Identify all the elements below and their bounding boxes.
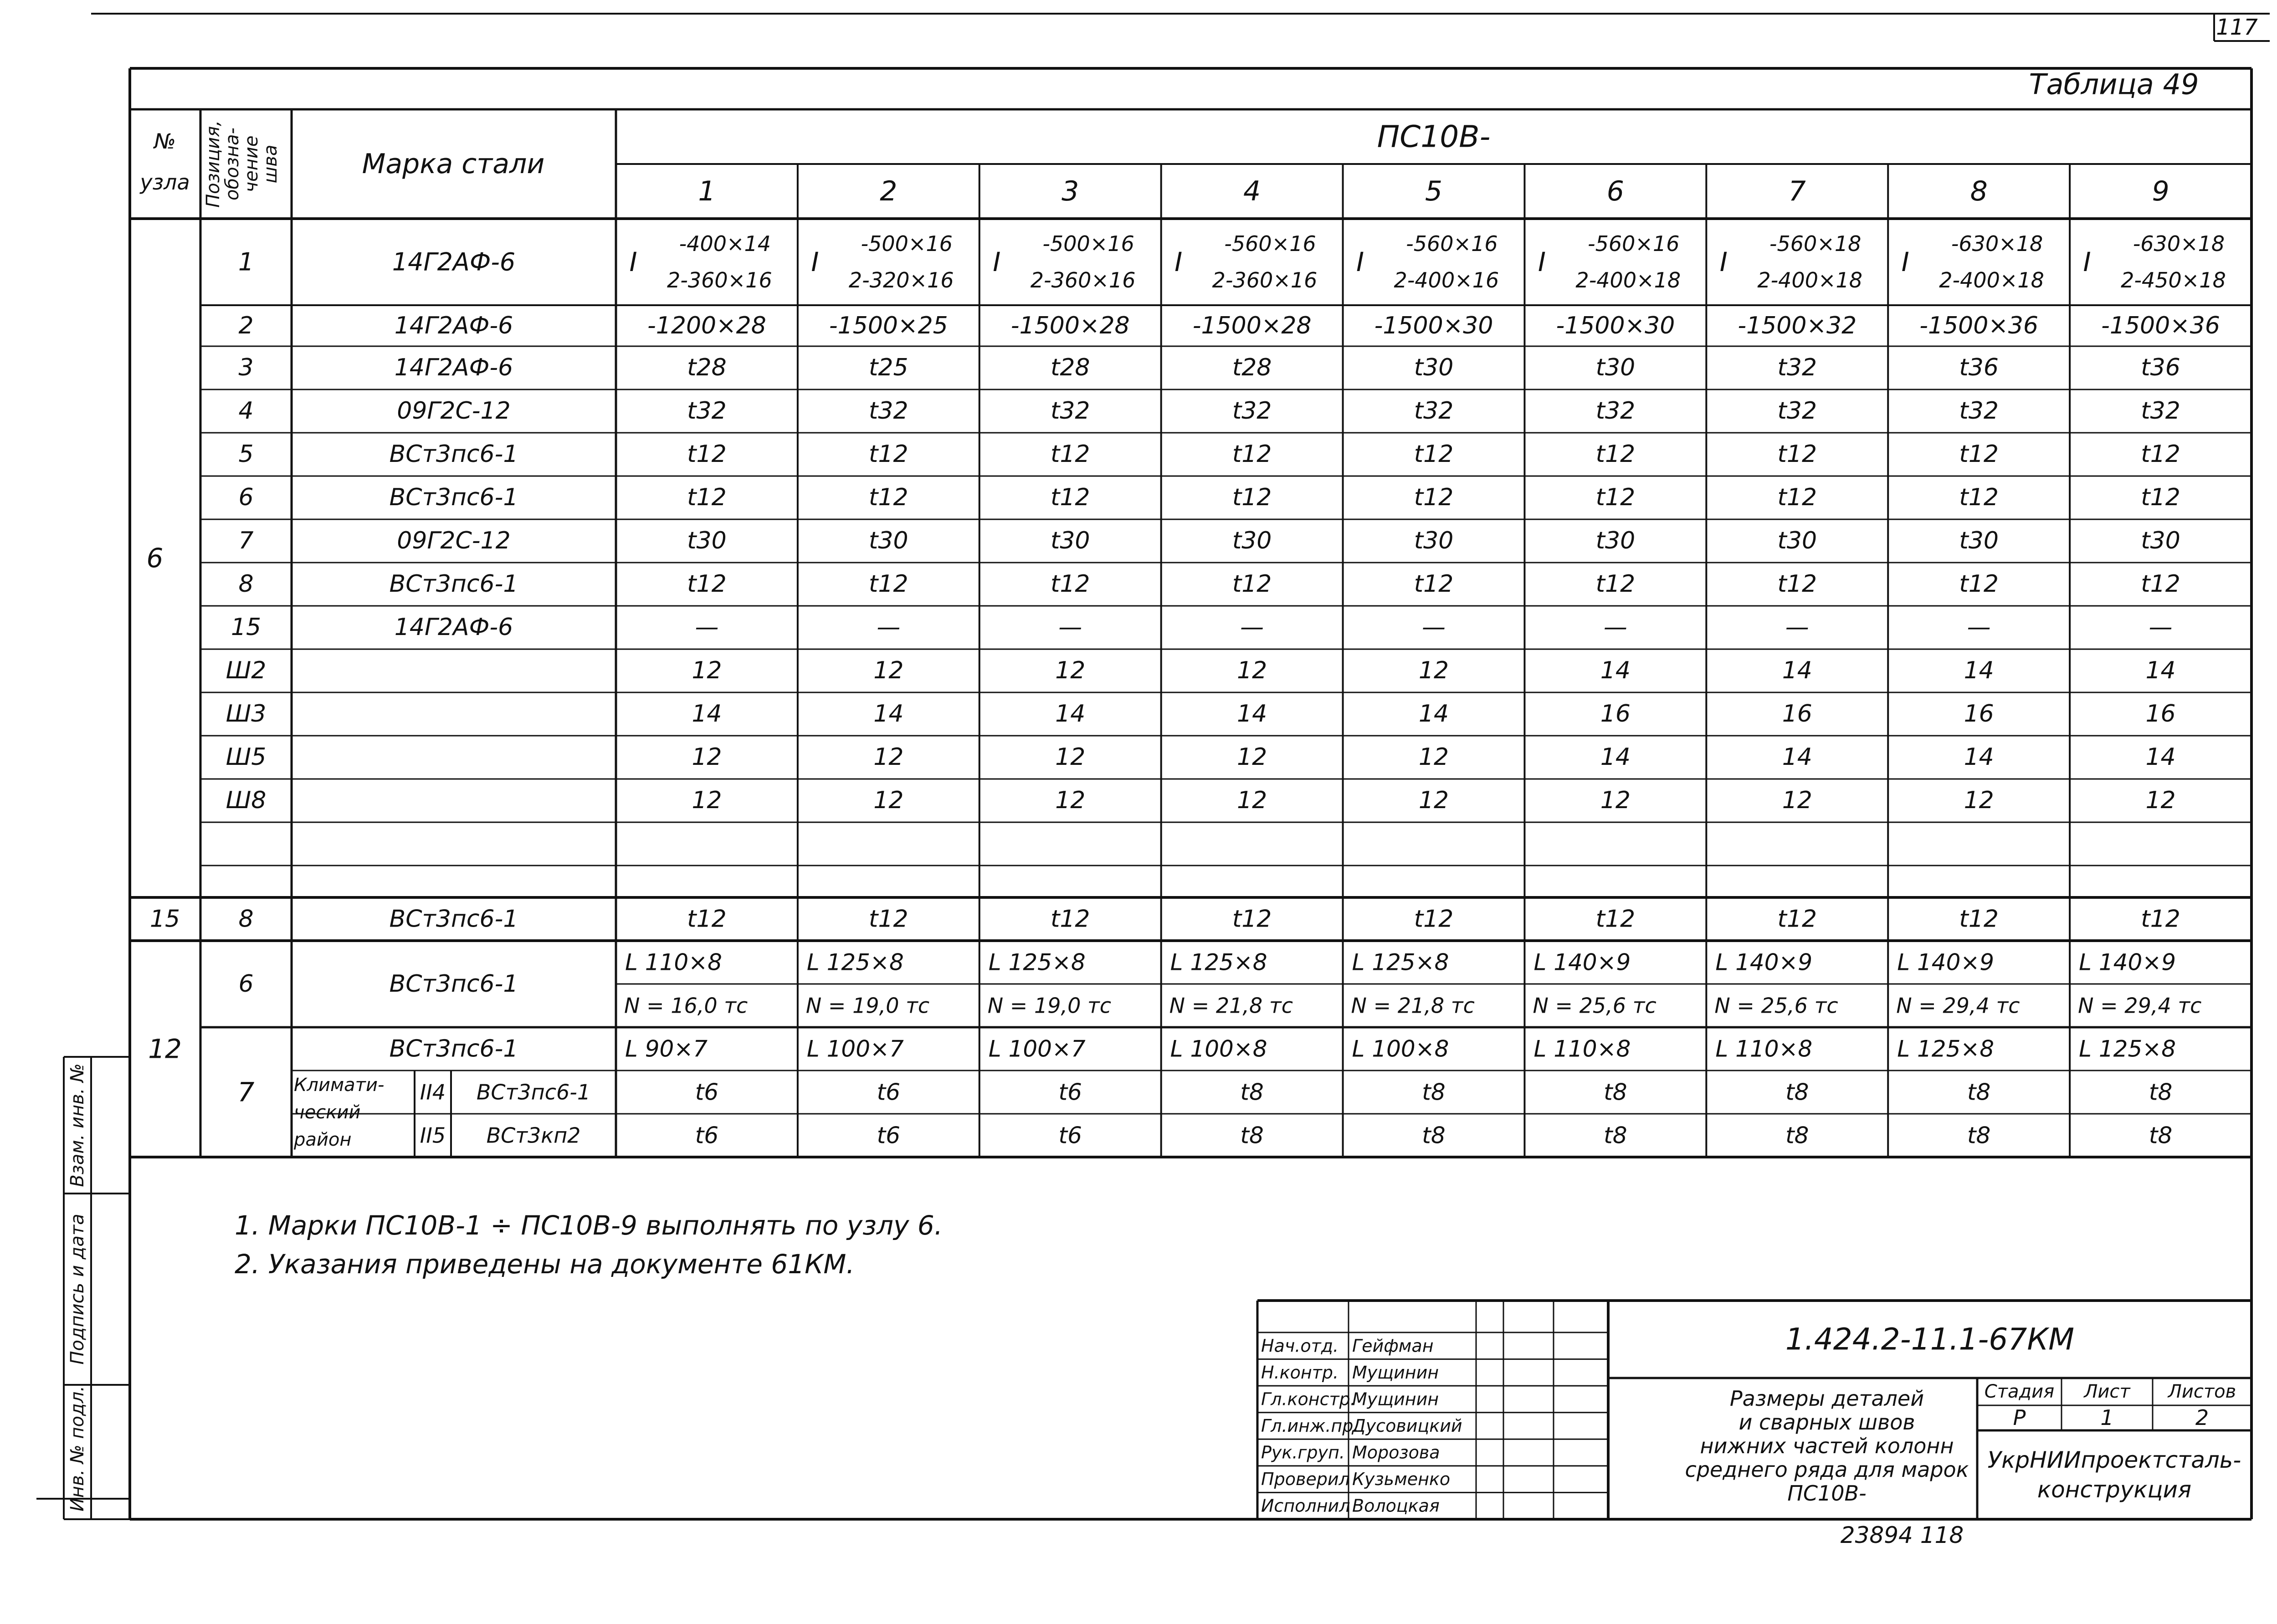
sheet-label: Лист xyxy=(2084,1381,2130,1402)
position-number: Ш3 xyxy=(226,700,267,727)
table-cell: t12 xyxy=(1050,905,1090,933)
header-column-number: 5 xyxy=(1425,175,1443,207)
table-cell: — xyxy=(1240,614,1264,641)
title-block-role: Гл.констр. xyxy=(1261,1389,1356,1409)
angle-section: L 110×8 xyxy=(1533,1035,1631,1062)
angle-section: L 125×8 xyxy=(2079,1035,2176,1062)
angle-section: L 140×9 xyxy=(2079,949,2176,976)
table-cell: t32 xyxy=(869,397,908,425)
section-top: -500×16 xyxy=(861,231,953,256)
header-node-number: узла xyxy=(140,170,190,195)
header-column-number: 4 xyxy=(1243,175,1261,207)
table-cell: t12 xyxy=(1050,441,1090,468)
position-number: 6 xyxy=(238,484,254,511)
table-cell: t36 xyxy=(2141,354,2180,381)
steel-grade: 14Г2АФ-6 xyxy=(394,312,513,339)
table-cell: 14 xyxy=(692,700,722,727)
header-column-number: 1 xyxy=(698,175,716,207)
table-cell: t8 xyxy=(1785,1122,1809,1149)
table-cell: 12 xyxy=(1055,657,1086,684)
header-steel-grade: Марка стали xyxy=(362,148,545,180)
table-cell: 16 xyxy=(1782,700,1812,727)
table-cell: 12 xyxy=(873,743,904,771)
table-cell: t12 xyxy=(1414,441,1454,468)
header-node-number: № xyxy=(154,129,176,154)
position-number: 2 xyxy=(238,312,254,339)
table-cell: t12 xyxy=(1414,484,1454,511)
table-cell: t12 xyxy=(869,484,908,511)
table-cell: t12 xyxy=(1232,484,1272,511)
table-cell: — xyxy=(1785,614,1809,641)
climate-region-label: Климати- xyxy=(294,1075,385,1096)
table-cell: t32 xyxy=(1777,397,1817,425)
organization-name: УкрНИИпроектсталь- xyxy=(1987,1447,2241,1473)
table-cell: t8 xyxy=(1240,1079,1264,1106)
section-top: -630×18 xyxy=(2133,231,2225,256)
position-number: 8 xyxy=(238,570,254,598)
table-cell: t12 xyxy=(2141,484,2180,511)
table-cell: t30 xyxy=(869,527,908,554)
table-cell: t12 xyxy=(1595,441,1636,468)
table-cell: t6 xyxy=(695,1122,719,1149)
table-cell: t12 xyxy=(1777,484,1817,511)
angle-section: L 100×8 xyxy=(1170,1035,1267,1062)
angle-section: L 125×8 xyxy=(806,949,904,976)
table-cell: -1500×30 xyxy=(1374,312,1493,339)
table-cell: — xyxy=(1422,614,1446,641)
sheet-value: 1 xyxy=(2100,1405,2114,1430)
table-cell: 12 xyxy=(1964,787,1994,814)
table-cell: t12 xyxy=(687,570,727,598)
header-column-number: 9 xyxy=(2152,175,2169,207)
table-cell: t6 xyxy=(877,1079,901,1106)
table-cell: t30 xyxy=(1959,527,1999,554)
table-cell: t32 xyxy=(1414,397,1454,425)
table-cell: 14 xyxy=(1055,700,1086,727)
steel-grade: 09Г2С-12 xyxy=(397,527,511,554)
section-bottom: 2-360×16 xyxy=(1212,268,1318,292)
table-cell: t6 xyxy=(877,1122,901,1149)
table-cell: t12 xyxy=(869,905,908,933)
table-cell: t12 xyxy=(1050,484,1090,511)
i-beam-symbol: I xyxy=(1719,246,1728,277)
table-cell: t30 xyxy=(1232,527,1272,554)
table-cell: 12 xyxy=(873,787,904,814)
table-cell: 16 xyxy=(1600,700,1631,727)
axial-force: N = 29,4 тс xyxy=(2078,993,2202,1018)
i-beam-symbol: I xyxy=(993,246,1001,277)
table-cell: t8 xyxy=(1240,1122,1264,1149)
table-cell: t12 xyxy=(2141,905,2180,933)
table-cell: t12 xyxy=(1777,441,1817,468)
table-cell: t12 xyxy=(1959,484,1999,511)
position-number: 15 xyxy=(231,614,262,641)
section-top: -560×18 xyxy=(1769,231,1862,256)
header-position: Позиция, xyxy=(203,120,224,208)
table-cell: 12 xyxy=(692,787,722,814)
table-cell: t30 xyxy=(1050,527,1090,554)
position-number: 5 xyxy=(238,441,254,468)
table-cell: t12 xyxy=(1959,570,1999,598)
angle-section: L 110×8 xyxy=(1715,1035,1813,1062)
header-column-number: 2 xyxy=(880,175,897,207)
drawing-title-line: ПС10В- xyxy=(1787,1481,1867,1506)
i-beam-symbol: I xyxy=(1174,246,1183,277)
sheets-value: 2 xyxy=(2195,1405,2209,1430)
title-block-name: Волоцкая xyxy=(1352,1496,1440,1516)
table-cell: t8 xyxy=(2149,1079,2173,1106)
angle-section: L 140×9 xyxy=(1533,949,1631,976)
table-cell: t8 xyxy=(1422,1122,1446,1149)
i-beam-symbol: I xyxy=(2083,246,2091,277)
header-group: ПС10В- xyxy=(1377,119,1491,154)
archive-number: 23894 118 xyxy=(1840,1522,1964,1548)
table-cell: 12 xyxy=(692,743,722,771)
section-bottom: 2-360×16 xyxy=(1030,268,1136,292)
header-column-number: 6 xyxy=(1606,175,1624,207)
table-cell: t28 xyxy=(1050,354,1090,381)
section-top: -560×16 xyxy=(1406,231,1498,256)
angle-section: L 100×8 xyxy=(1352,1035,1449,1062)
table-cell: t8 xyxy=(1604,1079,1627,1106)
table-cell: 14 xyxy=(1964,743,1994,771)
table-cell: 12 xyxy=(1418,787,1449,814)
title-block-name: Гейфман xyxy=(1352,1336,1434,1356)
table-cell: -1500×28 xyxy=(1010,312,1130,339)
i-beam-symbol: I xyxy=(1901,246,1909,277)
table-cell: — xyxy=(1967,614,1991,641)
table-cell: t30 xyxy=(1595,354,1636,381)
sheets-label: Листов xyxy=(2168,1381,2236,1402)
position-number: Ш2 xyxy=(226,657,267,684)
table-cell: 16 xyxy=(1964,700,1994,727)
table-cell: -1200×28 xyxy=(647,312,766,339)
title-block-role: Гл.инж.пр. xyxy=(1261,1416,1359,1436)
table-cell: -1500×32 xyxy=(1738,312,1857,339)
table-cell: 12 xyxy=(1782,787,1812,814)
table-cell: 14 xyxy=(873,700,904,727)
table-cell: — xyxy=(1603,614,1627,641)
node-number: 6 xyxy=(146,543,164,574)
table-cell: 12 xyxy=(873,657,904,684)
i-beam-symbol: I xyxy=(811,246,819,277)
table-cell: — xyxy=(1058,614,1082,641)
table-title: Таблица 49 xyxy=(2029,67,2199,101)
table-cell: t28 xyxy=(1232,354,1272,381)
table-cell: t12 xyxy=(687,484,727,511)
angle-section: L 125×8 xyxy=(988,949,1086,976)
table-cell: t12 xyxy=(1232,441,1272,468)
table-cell: t30 xyxy=(1414,354,1454,381)
table-cell: 12 xyxy=(2145,787,2176,814)
table-cell: 14 xyxy=(2145,743,2176,771)
note-line: 2. Указания приведены на документе 61КМ. xyxy=(235,1249,855,1280)
header-column-number: 3 xyxy=(1062,175,1079,207)
table-cell: 12 xyxy=(692,657,722,684)
section-bottom: 2-400×16 xyxy=(1394,268,1499,292)
table-cell: t12 xyxy=(1595,570,1636,598)
axial-force: N = 19,0 тс xyxy=(987,993,1112,1018)
table-cell: t28 xyxy=(687,354,727,381)
table-cell: — xyxy=(2149,614,2173,641)
table-cell: -1500×25 xyxy=(829,312,948,339)
position-number: Ш5 xyxy=(226,743,267,771)
node-number: 15 xyxy=(149,905,180,933)
section-bottom: 2-400×18 xyxy=(1757,268,1863,292)
title-block-name: Дусовицкий xyxy=(1352,1416,1462,1436)
table-cell: -1500×30 xyxy=(1556,312,1675,339)
section-bottom: 2-400×18 xyxy=(1939,268,2044,292)
table-cell: -1500×28 xyxy=(1192,312,1312,339)
header-column-number: 8 xyxy=(1970,175,1988,207)
i-beam-symbol: I xyxy=(1538,246,1546,277)
title-block-name: Мущинин xyxy=(1352,1389,1439,1409)
steel-grade: ВСт3пс6-1 xyxy=(389,970,518,998)
angle-section: L 100×7 xyxy=(806,1035,904,1062)
table-cell: 14 xyxy=(1782,657,1812,684)
drawing-title-line: нижних частей колонн xyxy=(1700,1434,1954,1458)
angle-section: L 140×9 xyxy=(1897,949,1995,976)
angle-section: L 125×8 xyxy=(1170,949,1267,976)
steel-grade: ВСт3кп2 xyxy=(486,1123,581,1148)
table-cell: t12 xyxy=(1959,441,1999,468)
table-cell: t32 xyxy=(1777,354,1817,381)
table-cell: t12 xyxy=(1414,905,1454,933)
note-line: 1. Марки ПС10В-1 ÷ ПС10В-9 выполнять по узлу 6. xyxy=(235,1210,943,1241)
table-cell: t30 xyxy=(1777,527,1817,554)
table-cell: t12 xyxy=(687,441,727,468)
climate-region: II5 xyxy=(420,1123,446,1148)
table-cell: t12 xyxy=(1414,570,1454,598)
steel-grade: ВСт3пс6-1 xyxy=(476,1080,591,1105)
table-cell: t12 xyxy=(1595,484,1636,511)
axial-force: N = 19,0 тс xyxy=(805,993,930,1018)
table-cell: t12 xyxy=(869,441,908,468)
side-stamp-label: Инв. № подл. xyxy=(67,1386,88,1511)
table-cell: 14 xyxy=(1600,657,1631,684)
table-cell: 12 xyxy=(1237,657,1267,684)
table-cell: 16 xyxy=(2145,700,2176,727)
table-cell: t32 xyxy=(2141,397,2180,425)
steel-grade: 14Г2АФ-6 xyxy=(392,247,516,277)
table-cell: 12 xyxy=(1237,787,1267,814)
steel-grade: ВСт3пс6-1 xyxy=(389,1035,518,1063)
table-cell: t12 xyxy=(1959,905,1999,933)
steel-grade: 14Г2АФ-6 xyxy=(394,614,513,641)
table-cell: -1500×36 xyxy=(2101,312,2220,339)
position-number: 7 xyxy=(238,527,254,554)
i-beam-symbol: I xyxy=(629,246,637,277)
table-cell: 12 xyxy=(1055,743,1086,771)
steel-grade: ВСт3пс6-1 xyxy=(389,905,518,933)
table-cell: t6 xyxy=(1058,1079,1082,1106)
table-cell: t8 xyxy=(1604,1122,1627,1149)
table-cell: 12 xyxy=(1600,787,1631,814)
section-top: -400×14 xyxy=(679,231,771,256)
axial-force: N = 21,8 тс xyxy=(1169,993,1293,1018)
side-stamp-label: Взам. инв. № xyxy=(67,1063,88,1187)
table-cell: t30 xyxy=(1595,527,1636,554)
axial-force: N = 21,8 тс xyxy=(1351,993,1475,1018)
drawing-title-line: среднего ряда для марок xyxy=(1685,1457,1969,1482)
section-top: -500×16 xyxy=(1042,231,1134,256)
section-top: -630×18 xyxy=(1951,231,2043,256)
table-cell: t6 xyxy=(1058,1122,1082,1149)
section-bottom: 2-400×18 xyxy=(1575,268,1681,292)
table-cell: t12 xyxy=(687,905,727,933)
table-cell: t12 xyxy=(1050,570,1090,598)
angle-section: L 140×9 xyxy=(1715,949,1813,976)
table-cell: t12 xyxy=(2141,441,2180,468)
climate-region-label: ческий xyxy=(294,1102,361,1123)
header-column-number: 7 xyxy=(1788,175,1806,207)
title-block-role: Рук.груп. xyxy=(1261,1442,1345,1463)
steel-grade: 09Г2С-12 xyxy=(397,397,511,425)
angle-section: L 125×8 xyxy=(1352,949,1449,976)
node-number: 12 xyxy=(148,1033,182,1065)
document-code: 1.424.2-11.1-67КМ xyxy=(1785,1322,2075,1357)
section-bottom: 2-320×16 xyxy=(848,268,954,292)
position-number: 1 xyxy=(238,247,254,277)
position-number: Ш8 xyxy=(226,787,267,814)
axial-force: N = 16,0 тс xyxy=(624,993,748,1018)
axial-force: N = 29,4 тс xyxy=(1896,993,2020,1018)
table-cell: t12 xyxy=(1232,570,1272,598)
table-cell: t32 xyxy=(1050,397,1090,425)
table-cell: t8 xyxy=(1785,1079,1809,1106)
drawing-title-line: Размеры деталей xyxy=(1729,1386,1924,1411)
table-cell: t12 xyxy=(2141,570,2180,598)
table-cell: 12 xyxy=(1418,657,1449,684)
table-cell: -1500×36 xyxy=(1919,312,2039,339)
steel-grade: ВСт3пс6-1 xyxy=(389,441,518,468)
stage-value: Р xyxy=(2013,1405,2026,1430)
axial-force: N = 25,6 тс xyxy=(1533,993,1656,1018)
table-cell: t12 xyxy=(1595,905,1636,933)
table-cell: t36 xyxy=(1959,354,1999,381)
table-cell: t30 xyxy=(1414,527,1454,554)
title-block-role: Н.контр. xyxy=(1261,1362,1339,1383)
table-cell: 12 xyxy=(1418,743,1449,771)
table-cell: 14 xyxy=(1782,743,1812,771)
title-block-role: Нач.отд. xyxy=(1261,1336,1339,1356)
table-cell: 12 xyxy=(1055,787,1086,814)
drawing-title-line: и сварных швов xyxy=(1739,1410,1915,1434)
table-cell: t32 xyxy=(1232,397,1272,425)
organization-name: конструкция xyxy=(2037,1476,2192,1503)
table-cell: t30 xyxy=(687,527,727,554)
section-bottom: 2-360×16 xyxy=(667,268,772,292)
position-number: 7 xyxy=(237,1076,255,1108)
table-cell: t8 xyxy=(1967,1122,1991,1149)
table-cell: 14 xyxy=(1964,657,1994,684)
table-cell: t8 xyxy=(2149,1122,2173,1149)
climate-region-label: район xyxy=(294,1129,352,1150)
section-top: -560×16 xyxy=(1224,231,1316,256)
section-top: -560×16 xyxy=(1588,231,1680,256)
table-cell: t12 xyxy=(1232,905,1272,933)
header-position: шва xyxy=(260,144,281,184)
title-block-role: Проверил xyxy=(1261,1469,1350,1490)
table-cell: t6 xyxy=(695,1079,719,1106)
table-cell: t8 xyxy=(1967,1079,1991,1106)
section-bottom: 2-450×18 xyxy=(2121,268,2226,292)
header-position: чение xyxy=(241,135,262,193)
position-number: 3 xyxy=(238,354,254,381)
axial-force: N = 25,6 тс xyxy=(1714,993,1838,1018)
angle-section: L 110×8 xyxy=(625,949,722,976)
table-cell: t12 xyxy=(869,570,908,598)
steel-grade: ВСт3пс6-1 xyxy=(389,570,518,598)
table-cell: t32 xyxy=(1595,397,1636,425)
table-cell: t12 xyxy=(1777,905,1817,933)
title-block-name: Мущинин xyxy=(1352,1362,1439,1383)
table-cell: t32 xyxy=(687,397,727,425)
table-cell: 14 xyxy=(1600,743,1631,771)
climate-region: II4 xyxy=(420,1080,446,1105)
header-position: обозна- xyxy=(222,128,243,200)
angle-section: L 125×8 xyxy=(1897,1035,1995,1062)
angle-section: L 100×7 xyxy=(988,1035,1086,1062)
title-block-name: Морозова xyxy=(1352,1442,1440,1463)
title-block-role: Исполнил xyxy=(1261,1496,1350,1516)
table-cell: — xyxy=(695,614,719,641)
table-cell: t8 xyxy=(1422,1079,1446,1106)
i-beam-symbol: I xyxy=(1356,246,1364,277)
table-cell: t12 xyxy=(1777,570,1817,598)
position-number: 6 xyxy=(238,970,254,998)
table-cell: 14 xyxy=(1418,700,1449,727)
angle-section: L 90×7 xyxy=(625,1035,708,1062)
table-cell: 14 xyxy=(1237,700,1267,727)
position-number: 4 xyxy=(238,397,254,425)
stage-label: Стадия xyxy=(1984,1381,2055,1402)
table-cell: t25 xyxy=(869,354,908,381)
steel-grade: 14Г2АФ-6 xyxy=(394,354,513,381)
position-number: 8 xyxy=(238,905,254,933)
page-number: 117 xyxy=(2216,15,2258,40)
side-stamp-label: Подпись и дата xyxy=(67,1214,88,1365)
table-cell: — xyxy=(877,614,901,641)
table-cell: 14 xyxy=(2145,657,2176,684)
table-cell: t30 xyxy=(2141,527,2180,554)
table-cell: 12 xyxy=(1237,743,1267,771)
steel-grade: ВСт3пс6-1 xyxy=(389,484,518,511)
table-cell: t32 xyxy=(1959,397,1999,425)
title-block-name: Кузьменко xyxy=(1352,1469,1451,1490)
